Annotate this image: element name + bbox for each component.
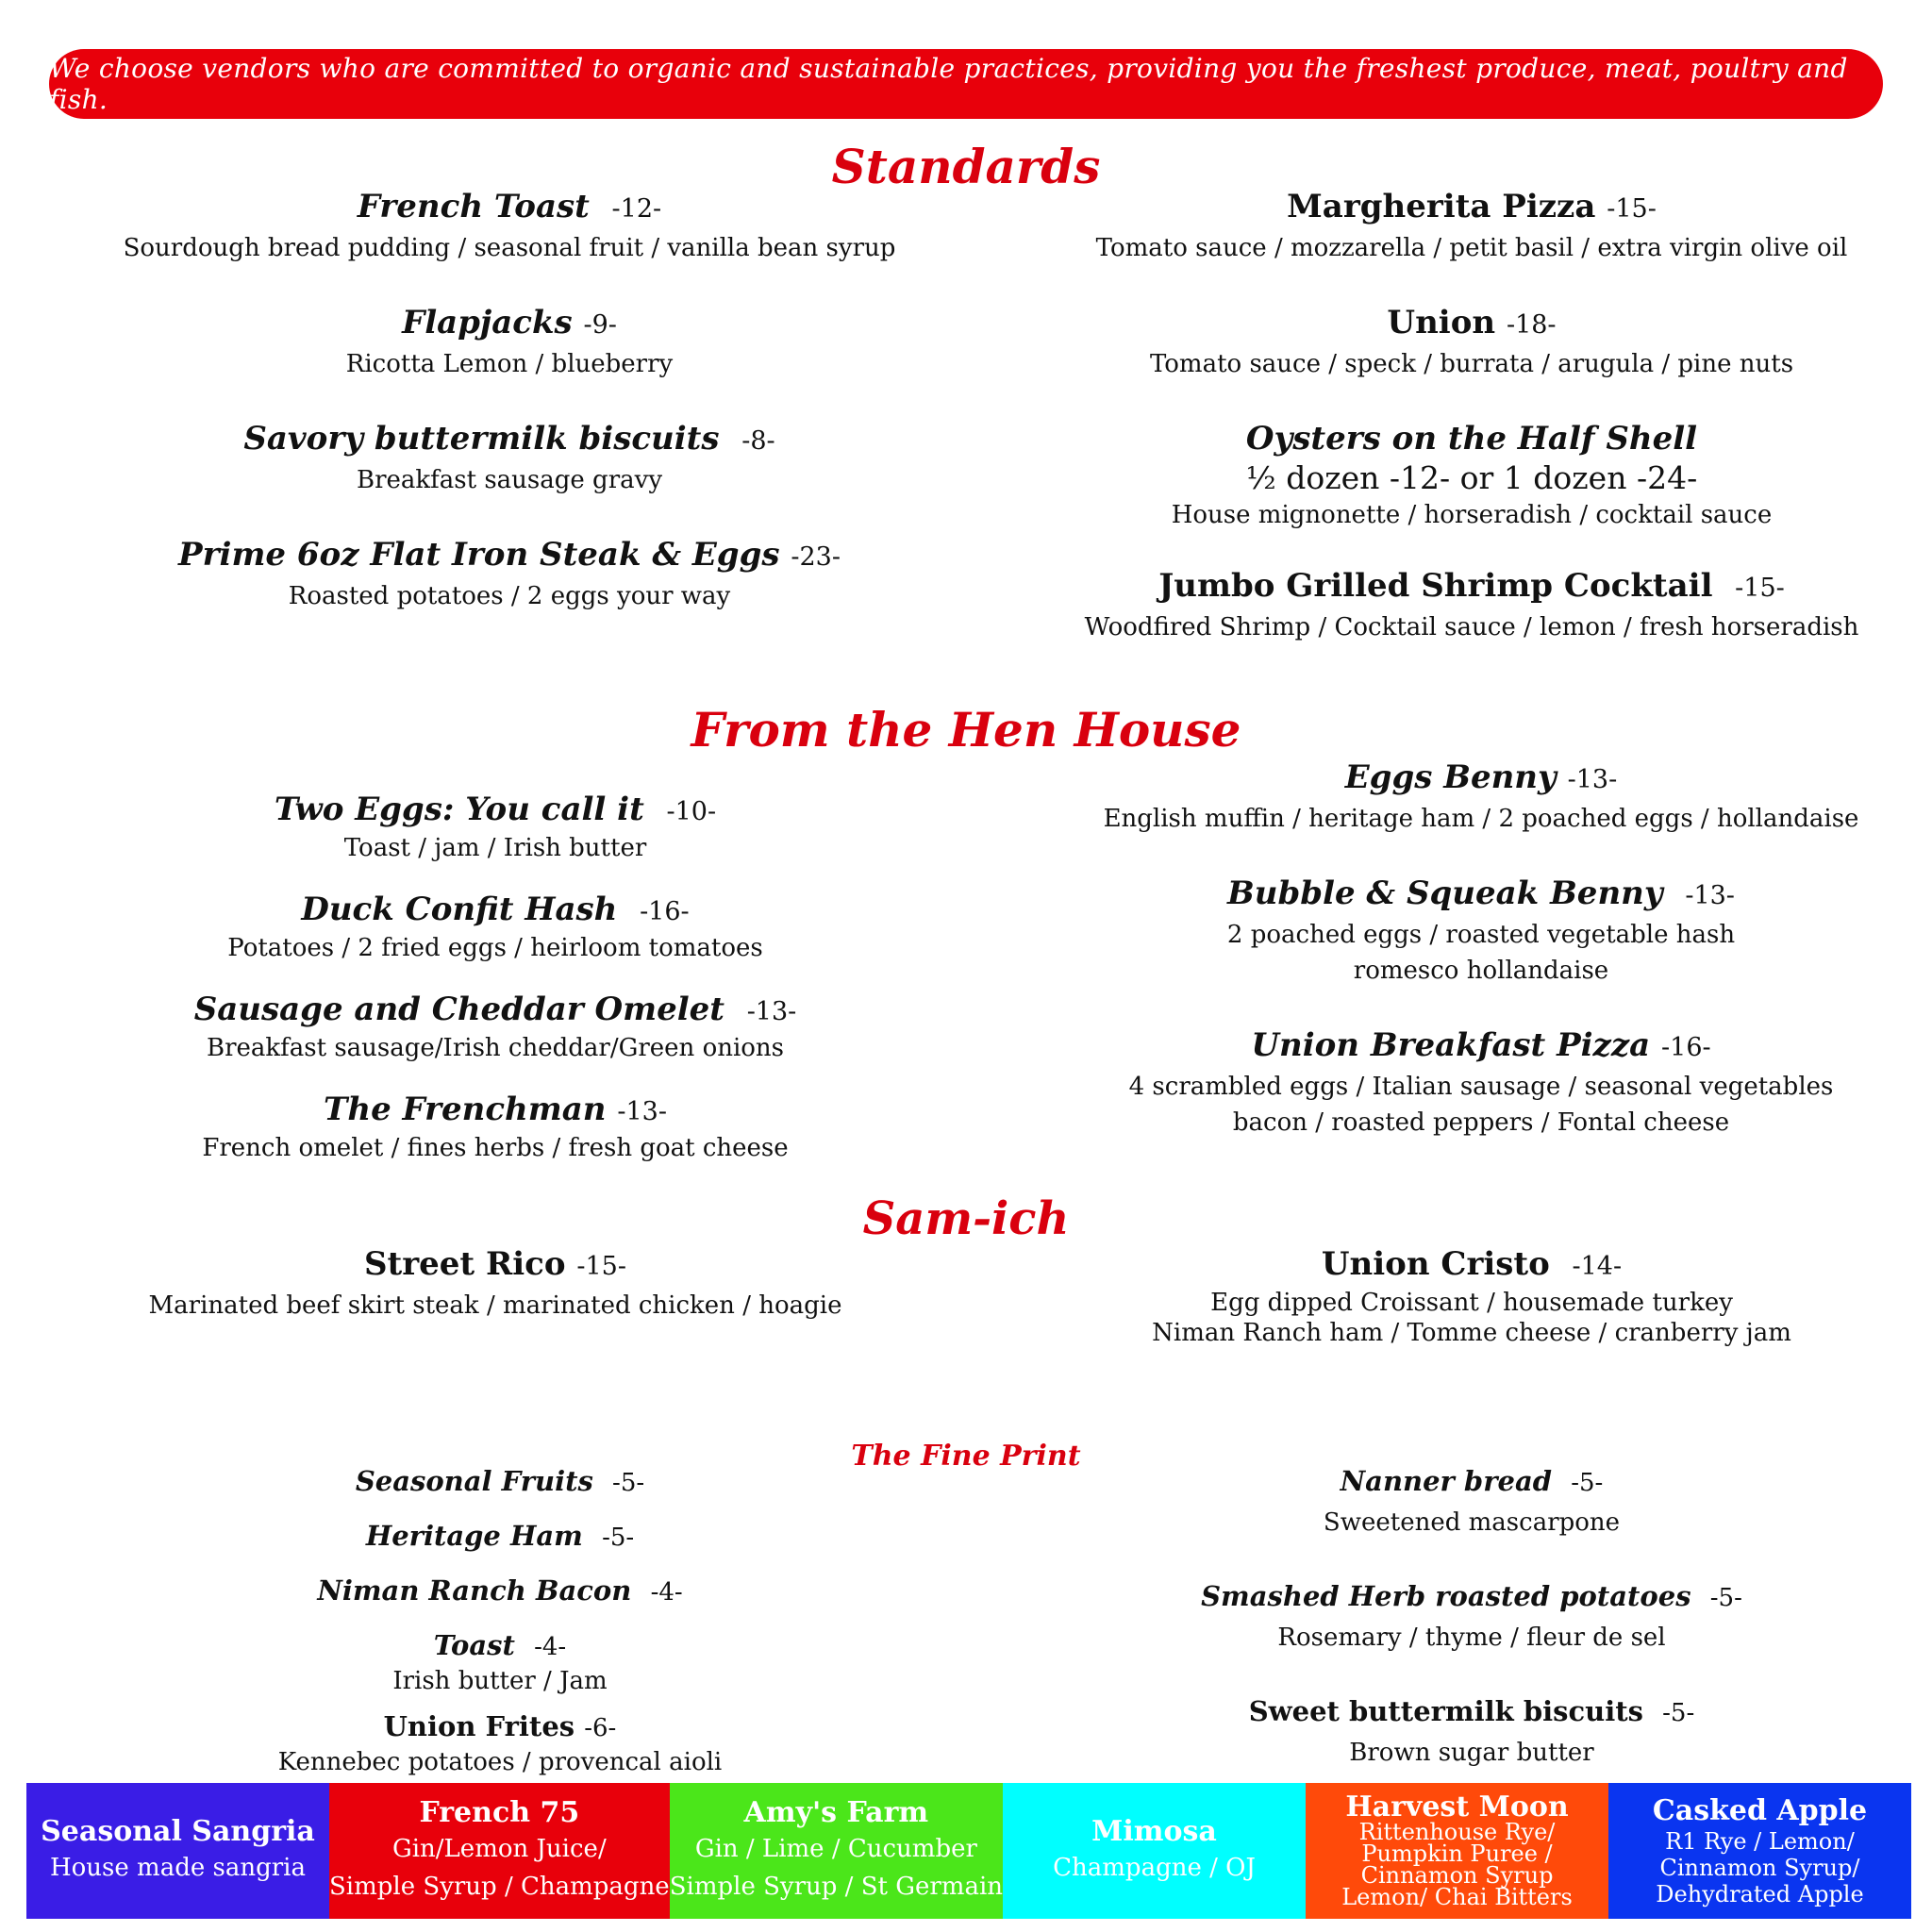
item-name: Jumbo Grilled Shrimp Cocktail (1158, 567, 1713, 605)
section-title-hen-house: From the Hen House (691, 702, 1241, 758)
item-description: Rosemary / thyme / fleur de sel (1277, 1624, 1666, 1652)
item-price: -15- (1607, 194, 1657, 224)
item-price: -15- (1735, 574, 1785, 603)
item-description: Ricotta Lemon / blueberry (345, 350, 674, 378)
section-title-standards: Standards (831, 139, 1101, 194)
menu-item-breakfast-pizza (1057, 1024, 1906, 1141)
drink-mimosa (1003, 1783, 1306, 1919)
drink-line: Lemon/ Chai Bitters (1341, 1884, 1573, 1910)
side-sweet-biscuits (1085, 1692, 1858, 1774)
item-price: -12- (611, 194, 662, 224)
drink-name: Amy's Farm (743, 1796, 929, 1829)
side-smashed-potatoes (1085, 1577, 1858, 1658)
item-price: -14- (1572, 1252, 1623, 1281)
fine-print-right-column (1085, 1462, 1858, 1774)
item-price: -5- (612, 1469, 645, 1497)
menu-item-two-eggs (85, 789, 906, 863)
item-description: Roasted potatoes / 2 eggs your way (288, 582, 731, 610)
item-description: Woodfired Shrimp / Cocktail sauce / lemon / fresh horseradish (1084, 613, 1859, 641)
item-price: -5- (1662, 1699, 1695, 1727)
item-name: Toast (433, 1629, 515, 1661)
item-price: -16- (640, 897, 690, 926)
item-price: -16- (1661, 1033, 1711, 1062)
item-name: Nanner bread (1340, 1465, 1553, 1497)
item-description-line2: Niman Ranch ham / Tomme cheese / cranberry jam (1152, 1319, 1791, 1347)
item-description: Brown sugar butter (1349, 1739, 1594, 1767)
drink-name: Mimosa (1091, 1815, 1217, 1848)
item-price: -6- (584, 1714, 617, 1742)
item-name: Margherita Pizza (1287, 188, 1596, 225)
item-name: Seasonal Fruits (355, 1465, 593, 1497)
item-description: Toast / jam / Irish butter (343, 834, 647, 862)
item-price: -5- (1709, 1584, 1742, 1612)
menu-item-frenchman (85, 1089, 906, 1163)
item-price: -4- (534, 1633, 567, 1661)
item-description: Breakfast sausage gravy (356, 466, 663, 494)
item-name: Sausage and Cheddar Omelet (193, 991, 724, 1028)
menu-item-eggs-benny (1057, 757, 1906, 837)
drink-line: Champagne / OJ (1053, 1854, 1256, 1882)
menu-item-steak-eggs (85, 534, 934, 614)
item-name: Heritage Ham (365, 1520, 583, 1552)
item-price: -13- (1685, 881, 1735, 910)
item-name: The Frenchman (324, 1091, 607, 1128)
item-description: Irish butter / Jam (392, 1667, 608, 1695)
menu-item-oysters (1047, 418, 1896, 533)
item-name: Two Eggs: You call it (274, 791, 644, 828)
side-nanner-bread (1085, 1462, 1858, 1543)
item-price: -4- (650, 1578, 683, 1607)
drink-casked-apple (1608, 1783, 1911, 1919)
item-description: 4 scrambled eggs / Italian sausage / seasonal vegetables (1128, 1073, 1834, 1101)
section-title-samich: Sam-ich (862, 1192, 1070, 1245)
drink-line: Pumpkin Puree / (1361, 1840, 1553, 1867)
item-price: -15- (576, 1252, 626, 1281)
item-description: Sweetened mascarpone (1323, 1508, 1621, 1537)
drink-name: Casked Apple (1652, 1794, 1868, 1827)
item-portions: ½ dozen -12- or 1 dozen -24- (1245, 459, 1698, 496)
drink-seasonal-sangria (26, 1783, 329, 1919)
menu-item-duck-confit-hash (85, 889, 906, 963)
samich-left-column (85, 1243, 906, 1324)
item-price: -9- (583, 310, 617, 340)
drink-line: Rittenhouse Rye/ (1358, 1819, 1556, 1845)
menu-item-street-rico (85, 1243, 906, 1324)
item-name: Union Breakfast Pizza (1251, 1026, 1651, 1064)
item-description-line2: bacon / roasted peppers / Fontal cheese (1232, 1108, 1730, 1137)
item-name: Eggs Benny (1344, 758, 1557, 796)
side-seasonal-fruits (208, 1462, 792, 1502)
side-toast (208, 1626, 792, 1696)
banner-text: We choose vendors who are committed to organic and sustainable practices, providing you the freshest produce, meat, poultry and fish. (49, 53, 1848, 115)
item-name: Niman Ranch Bacon (317, 1574, 632, 1607)
drink-harvest-moon (1306, 1783, 1608, 1919)
item-name: Prime 6oz Flat Iron Steak & Eggs (178, 536, 780, 574)
item-name: Duck Confit Hash (301, 891, 618, 928)
item-price: -13- (1567, 765, 1618, 794)
item-description: 2 poached eggs / roasted vegetable hash (1226, 921, 1736, 949)
item-price: -5- (1571, 1469, 1604, 1497)
samich-right-column (1047, 1243, 1896, 1348)
drinks-strip (26, 1783, 1911, 1919)
drink-line: Cinnamon Syrup/ (1659, 1855, 1860, 1881)
item-description: Breakfast sausage/Irish cheddar/Green onions (206, 1034, 785, 1062)
hen-house-left-column (85, 789, 906, 1163)
side-bacon (208, 1572, 792, 1611)
drink-line: Dehydrated Apple (1656, 1881, 1864, 1907)
item-name: Oysters on the Half Shell (1245, 420, 1698, 458)
item-description: Sourdough bread pudding / seasonal fruit / vanilla bean syrup (123, 234, 896, 262)
item-description-line2: romesco hollandaise (1353, 957, 1609, 985)
item-description: Egg dipped Croissant / housemade turkey (1210, 1289, 1733, 1317)
menu-item-shrimp-cocktail (1047, 565, 1896, 645)
item-name: Union Frites (383, 1710, 575, 1742)
drink-name: Seasonal Sangria (41, 1815, 315, 1848)
item-price: -8- (741, 426, 775, 456)
item-description: Tomato sauce / mozzarella / petit basil / extra virgin olive oil (1095, 234, 1848, 262)
item-description: House mignonette / horseradish / cocktail sauce (1171, 501, 1773, 529)
item-name: Union Cristo (1321, 1245, 1550, 1283)
drink-line: Cinnamon Syrup (1360, 1862, 1554, 1889)
item-name: Union (1387, 304, 1496, 341)
menu-item-margherita-pizza (1047, 186, 1896, 266)
drink-line: House made sangria (49, 1854, 306, 1882)
drink-french-75 (329, 1783, 670, 1919)
item-name: Bubble & Squeak Benny (1227, 874, 1663, 912)
side-heritage-ham (208, 1517, 792, 1557)
item-description: Kennebec potatoes / provencal aioli (277, 1748, 723, 1776)
fine-print-left-column (208, 1462, 792, 1777)
item-name: Flapjacks (402, 304, 573, 341)
item-price: -18- (1506, 310, 1557, 340)
item-description: English muffin / heritage ham / 2 poached eggs / hollandaise (1103, 805, 1859, 833)
menu-item-bubble-squeak-benny (1057, 873, 1906, 989)
menu-item-union-pizza (1047, 302, 1896, 382)
drink-amys-farm (670, 1783, 1003, 1919)
menu-item-sausage-omelet (85, 989, 906, 1063)
menu-item-savory-biscuits (85, 418, 934, 498)
item-name: Savory buttermilk biscuits (243, 420, 720, 458)
menu-item-flapjacks (85, 302, 934, 382)
drink-name: Harvest Moon (1345, 1790, 1569, 1824)
menu-item-union-cristo (1047, 1243, 1896, 1348)
hen-house-right-column (1057, 757, 1906, 1141)
section-title-fine-print: The Fine Print (851, 1440, 1081, 1473)
drink-line: R1 Rye / Lemon/ (1665, 1828, 1855, 1855)
item-description: Potatoes / 2 fried eggs / heirloom tomatoes (227, 934, 763, 962)
item-name: Smashed Herb roasted potatoes (1201, 1580, 1691, 1612)
item-price: -23- (791, 542, 841, 572)
standards-right-column (1047, 186, 1896, 645)
item-description: Tomato sauce / speck / burrata / arugula / pine nuts (1149, 350, 1794, 378)
side-union-frites (208, 1707, 792, 1777)
item-name: Street Rico (364, 1245, 566, 1283)
menu-item-french-toast (85, 186, 934, 266)
vendor-banner (49, 49, 1883, 119)
standards-left-column (85, 186, 934, 614)
item-price: -13- (746, 997, 797, 1026)
drink-line: Simple Syrup / Champagne (328, 1873, 670, 1901)
item-price: -10- (666, 797, 717, 826)
item-description: Marinated beef skirt steak / marinated chicken / hoagie (148, 1291, 842, 1320)
item-price: -5- (602, 1524, 635, 1552)
drink-line: Gin / Lime / Cucumber (694, 1835, 977, 1863)
drink-name: French 75 (419, 1796, 580, 1829)
drink-line: Simple Syrup / St Germain (669, 1873, 1004, 1901)
item-name: French Toast (357, 188, 590, 225)
item-description: French omelet / fines herbs / fresh goat cheese (202, 1134, 789, 1162)
drink-line: Gin/Lemon Juice/ (391, 1835, 607, 1863)
item-name: Sweet buttermilk biscuits (1248, 1695, 1643, 1727)
item-price: -13- (617, 1097, 667, 1126)
